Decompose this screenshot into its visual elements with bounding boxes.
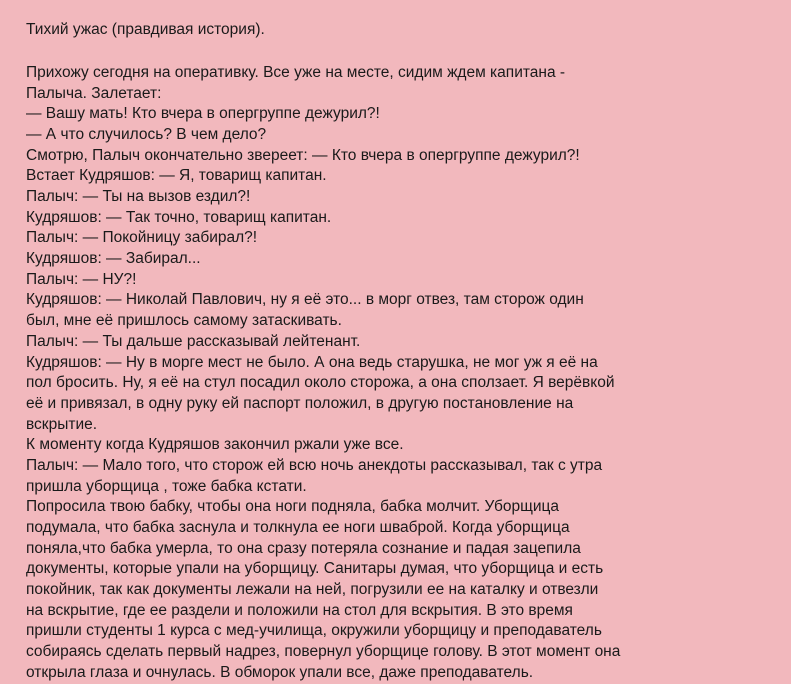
story-line: покойник, так как документы лежали на ней, погрузили ее на каталку и отвезли [26,581,599,599]
story-line: — Вашу мать! Кто вчера в опергруппе дежурил?! [26,105,380,123]
story-line: Встает Кудряшов: — Я, товарищ капитан. [26,167,327,185]
story-line: был, мне её пришлось самому затаскивать. [26,312,342,330]
story-line: Палыч: — Ты дальше рассказывай лейтенант. [26,332,361,350]
story-line: Палыч: — Мало того, что сторож ей всю ночь анекдоты рассказывал, так с утра [26,456,603,474]
story-line: собираясь сделать первый надрез, повернул уборщице голову. В этот момент она [26,643,621,661]
story-line: поняла,что бабка умерла, то она сразу потеряла сознание и падая зацепила [26,539,581,557]
story-line: — А что случилось? В чем дело? [26,125,267,143]
story-line: на вскрытие, где ее раздели и положили на стол для вскрытия. В это время [26,601,573,619]
story-line: Попросила твою бабку, чтобы она ноги подняла, бабка молчит. Уборщица [26,498,560,516]
story-line: Прихожу сегодня на оперативку. Все уже на месте, сидим ждем капитана - [26,63,566,81]
story-line: пришла уборщица , тоже бабка кстати. [26,477,307,495]
story-line: открыла глаза и очнулась. В обморок упали все, даже преподаватель. [26,663,534,681]
story-line: пришли студенты 1 курса с мед-училища, окружили уборщицу и преподаватель [26,622,602,640]
story-line: вскрытие. [26,415,98,433]
story-line: пол бросить. Ну, я её на стул посадил около сторожа, а она сползает. Я верёвкой [26,374,615,392]
page-title: Тихий ужас (правдивая история). [26,21,265,38]
story-line: Палыч: — Покойницу забирал?! [26,229,258,247]
story-line: Кудряшов: — Ну в морге мест не было. А она ведь старушка, не мог уж я её на [26,353,598,371]
story-line: подумала, что бабка заснула и толкнула ее ноги шваброй. Когда уборщица [26,519,570,537]
story-line: Кудряшов: — Николай Павлович, ну я её это... в морг отвез, там сторож один [26,291,584,309]
story-line: Кудряшов: — Так точно, товарищ капитан. [26,208,332,226]
story-line: документы, которые упали на уборщицу. Санитары думая, что уборщица и есть [26,560,604,578]
story-line: Палыч: — Ты на вызов ездил?! [26,188,251,206]
story-line: её и привязал, в одну руку ей паспорт положил, в другую постановление на [26,394,574,412]
story-line: Смотрю, Палыч окончательно звереет: — Кто вчера в опергруппе дежурил?! [26,146,580,164]
story-text [26,63,767,684]
story-line: Палыча. Залетает: [26,84,162,102]
story-line: К моменту когда Кудряшов закончил ржали уже все. [26,436,404,454]
story-line: Кудряшов: — Забирал... [26,250,201,268]
story-line: Палыч: — НУ?! [26,270,137,288]
